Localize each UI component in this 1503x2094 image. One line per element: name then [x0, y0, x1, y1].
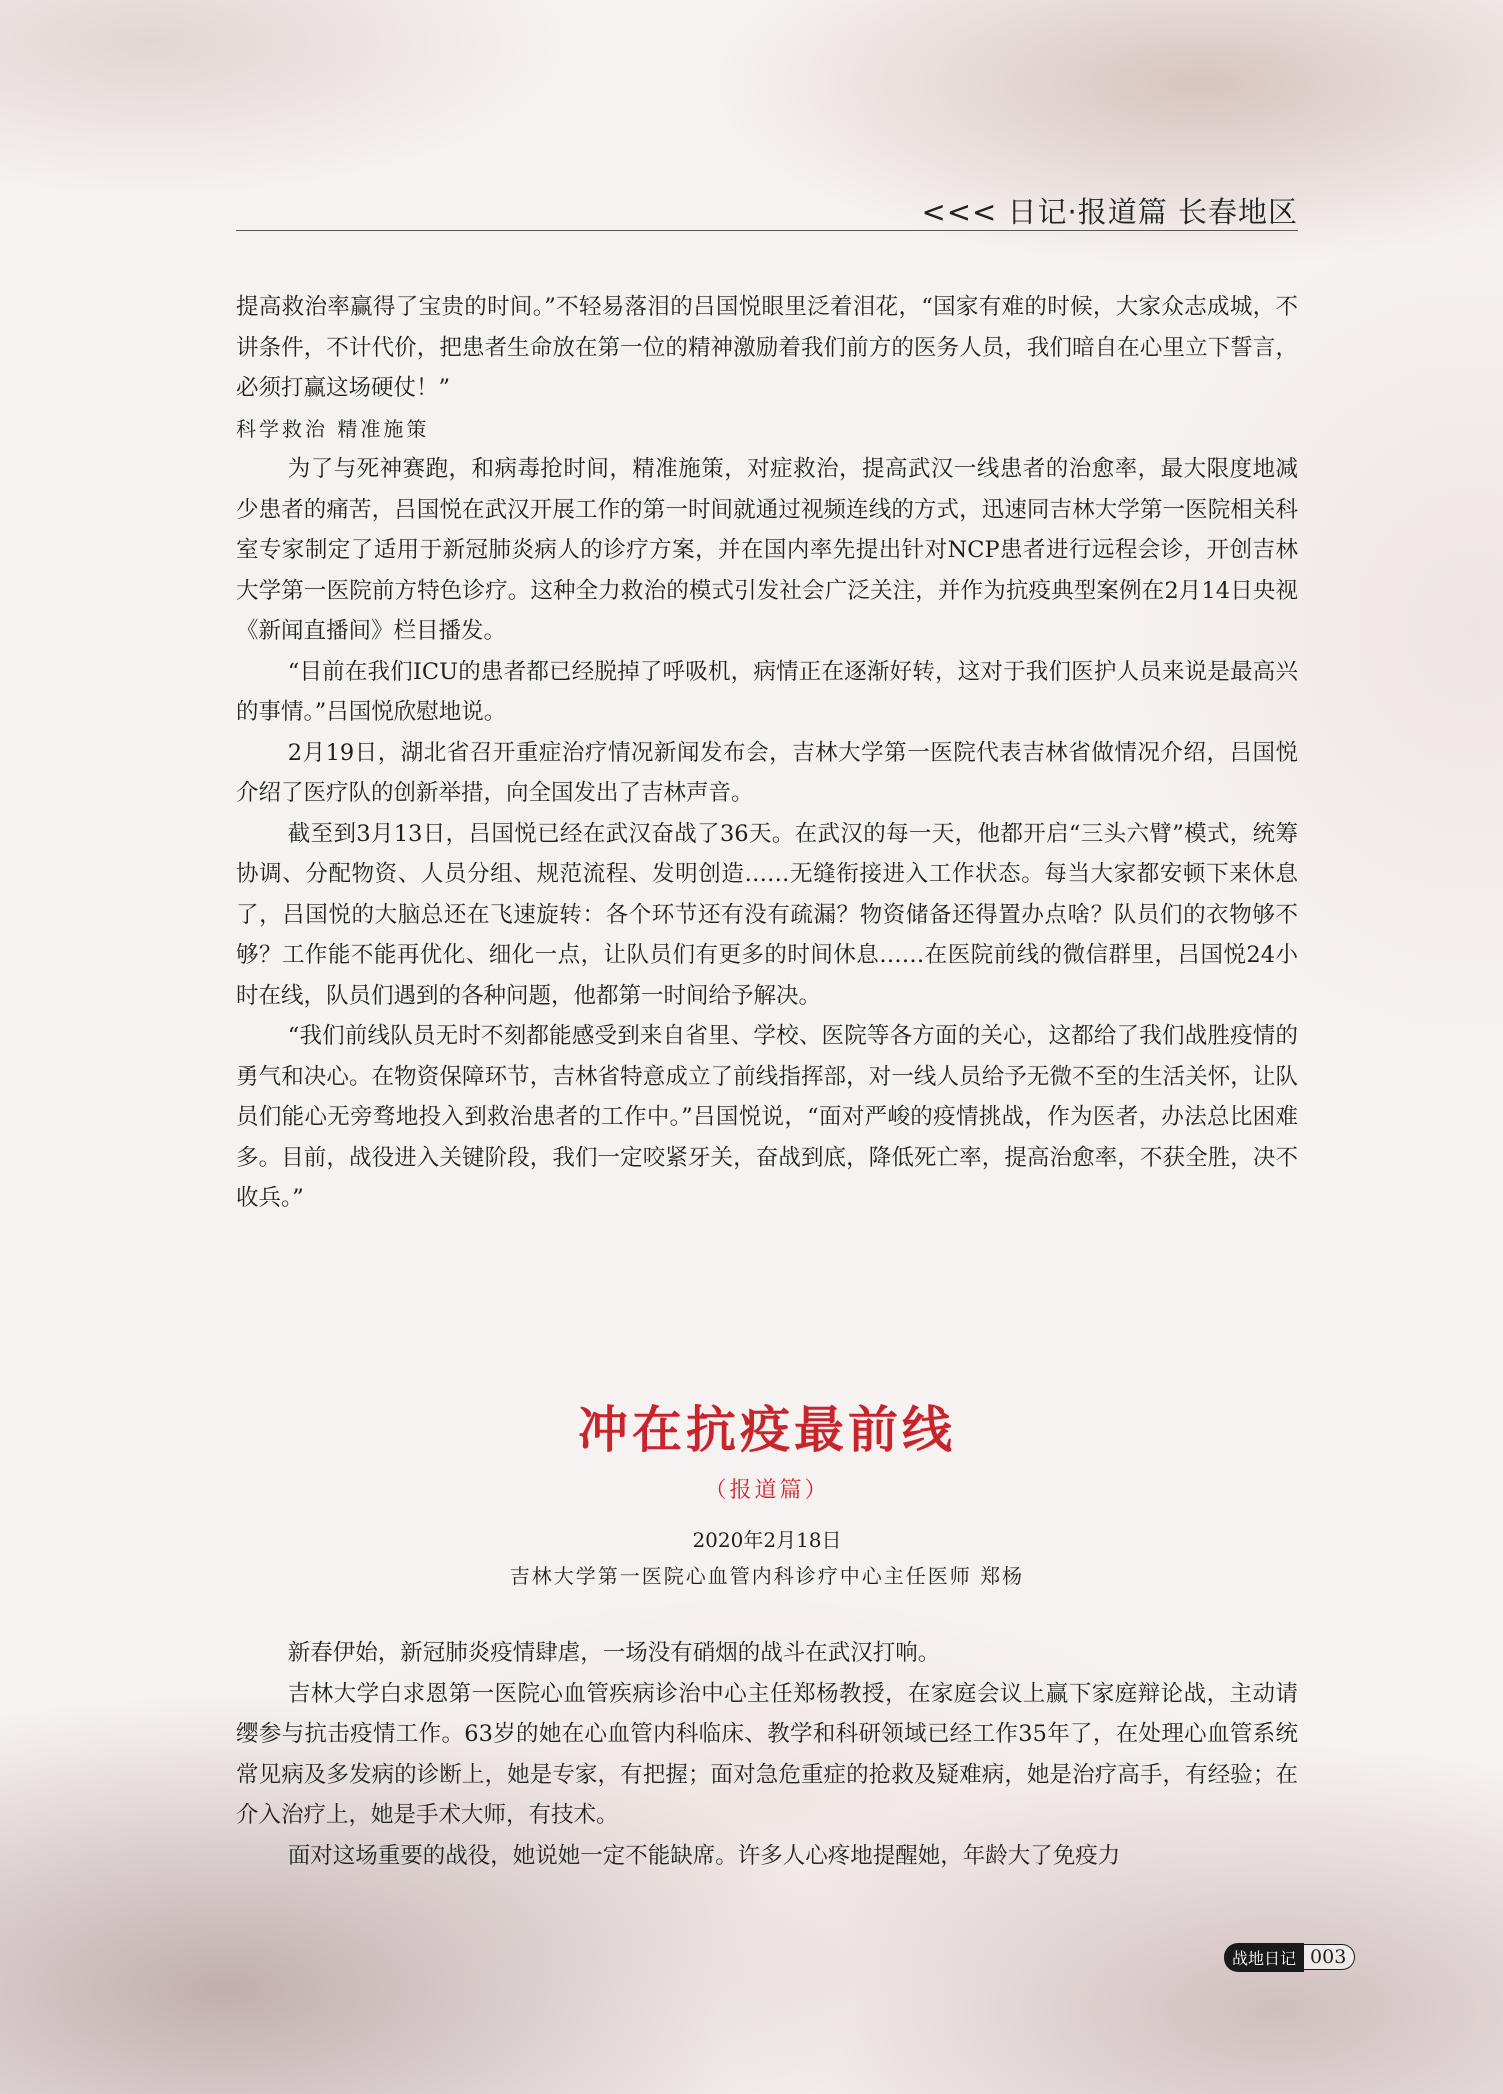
article-2-body	[236, 1633, 1298, 1876]
paragraph: “目前在我们ICU的患者都已经脱掉了呼吸机，病情正在逐渐好转，这对于我们医护人员来说是最高兴的事情。”吕国悦欣慰地说。	[236, 658, 1298, 725]
page-number: 003	[1304, 1944, 1355, 1970]
paragraph: “我们前线队员无时不刻都能感受到来自省里、学校、医院等各方面的关心，这都给了我们战胜疫情的勇气和决心。在物资保障环节，吉林省特意成立了前线指挥部，对一线人员给予无微不至的生活关怀，让队员们能心无旁骛地投入到救治患者的工作中。”吕国悦说，“面对严峻的疫情挑战，作为医者，办法总比困难多。目前，战役进入关键阶段，我们一定咬紧牙关，奋战到底，降低死亡率，提高治愈率，不获全胜，决不收兵。”	[236, 1023, 1298, 1211]
paragraph: 吉林大学白求恩第一医院心血管疾病诊治中心主任郑杨教授，在家庭会议上赢下家庭辩论战，主动请缨参与抗击疫情工作。63岁的她在心血管内科临床、教学和科研领域已经工作35年了，在处理心血管系统常见病及多发病的诊断上，她是专家，有把握；面对急危重症的抢救及疑难病，她是治疗高手，有经验；在介入治疗上，她是手术大师，有技术。	[236, 1680, 1298, 1828]
publication-label: 战地日记	[1224, 1943, 1304, 1972]
paragraph: 提高救治率赢得了宝贵的时间。”不轻易落泪的吕国悦眼里泛着泪花，“国家有难的时候，大家众志成城，不讲条件，不计代价，把患者生命放在第一位的精神激励着我们前方的医务人员，我们暗自在心里立下誓言，必须打赢这场硬仗！”	[236, 294, 1298, 401]
paragraph: 2月19日，湖北省召开重症治疗情况新闻发布会，吉林大学第一医院代表吉林省做情况介绍，吕国悦介绍了医疗队的创新举措，向全国发出了吉林声音。	[236, 739, 1298, 806]
section-subheading: 科学救治 精准施策	[236, 416, 430, 441]
section-title: <<< 日记·报道篇 长春地区	[921, 195, 1298, 229]
page-footer	[1224, 1942, 1355, 1972]
article-subtitle: （报道篇）	[704, 1478, 830, 1503]
article-1-body	[236, 287, 1298, 1219]
paragraph: 为了与死神赛跑，和病毒抢时间，精准施策，对症救治，提高武汉一线患者的治愈率，最大限度地减少患者的痛苦，吕国悦在武汉开展工作的第一时间就通过视频连线的方式，迅速同吉林大学第一医院相关科室专家制定了适用于新冠肺炎病人的诊疗方案，并在国内率先提出针对NCP患者进行远程会诊，开创吉林大学第一医院前方特色诊疗。这种全力救治的模式引发社会广泛关注，并作为抗疫典型案例在2月14日央视《新闻直播间》栏目播发。	[236, 456, 1298, 644]
running-header	[236, 190, 1298, 231]
article-date: 2020年2月18日	[692, 1528, 842, 1552]
paragraph: 截至到3月13日，吕国悦已经在武汉奋战了36天。在武汉的每一天，他都开启“三头六臂”模式，统筹协调、分配物资、人员分组、规范流程、发明创造……无缝衔接进入工作状态。每当大家都安顿下来休息了，吕国悦的大脑总还在飞速旋转：各个环节还有没有疏漏？物资储备还得置办点啥？队员们的衣物够不够？工作能不能再优化、细化一点，让队员们有更多的时间休息……在医院前线的微信群里，吕国悦24小时在线，队员们遇到的各种问题，他都第一时间给予解决。	[236, 820, 1298, 1009]
article-author: 吉林大学第一医院心血管内科诊疗中心主任医师 郑杨	[509, 1564, 1025, 1588]
paragraph: 新春伊始，新冠肺炎疫情肆虐，一场没有硝烟的战斗在武汉打响。	[287, 1640, 941, 1666]
article-title: 冲在抗疫最前线	[578, 1400, 956, 1459]
paragraph: 面对这场重要的战役，她说她一定不能缺席。许多人心疼地提醒她，年龄大了免疫力	[287, 1842, 1121, 1869]
